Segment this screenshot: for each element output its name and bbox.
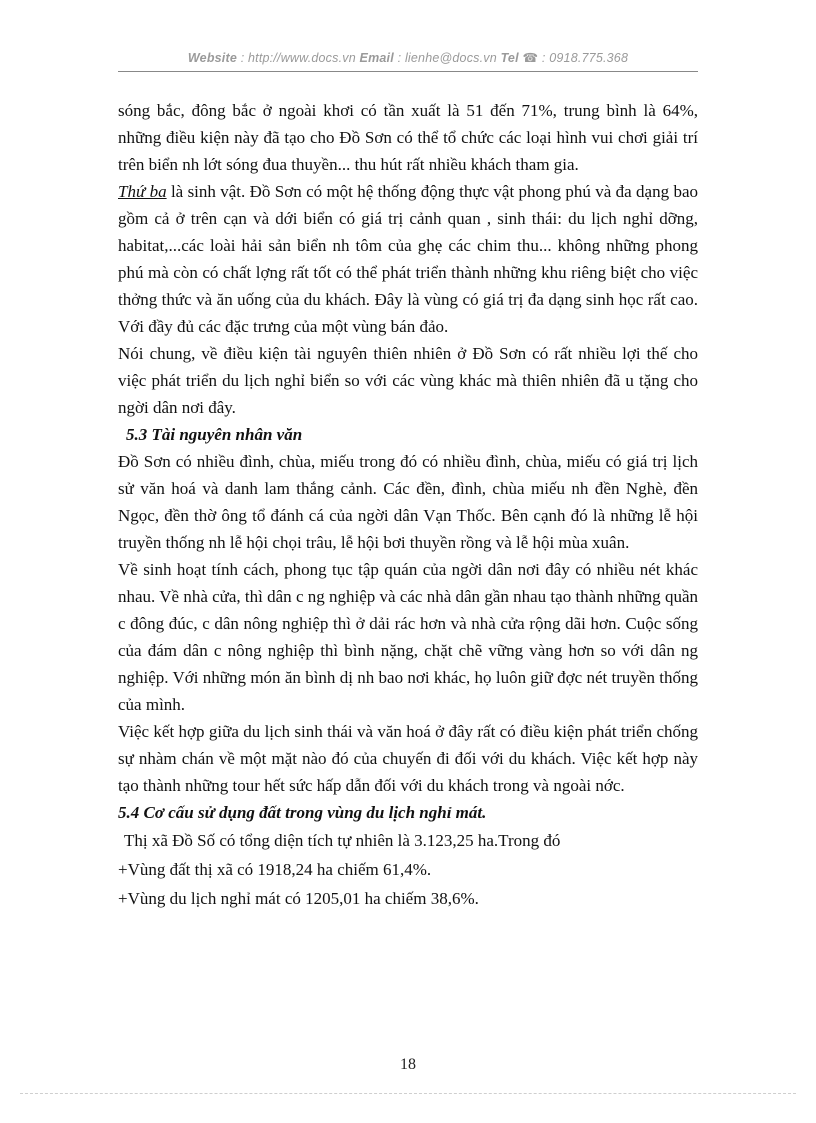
document-body xyxy=(118,97,698,913)
tel-value: ☎ : 0918.775.368 xyxy=(522,51,629,65)
section-heading-5-3: 5.3 Tài nguyên nhân văn xyxy=(126,425,303,444)
header-divider xyxy=(118,71,698,72)
paragraph-summary: Nói chung, về điều kiện tài nguyên thiên nhiên ở Đồ Sơn có rất nhiều lợi thế cho việc phát triển du lịch nghỉ biển so với các vùng khác mà thiên nhiên đã u tặng cho ngời dân nơi đây. xyxy=(118,344,698,417)
paragraph-lead: Thứ ba xyxy=(118,182,167,201)
email-label: Email xyxy=(359,51,394,65)
website-value: : http://www.docs.vn xyxy=(240,51,356,65)
tel-label: Tel xyxy=(500,51,519,65)
paragraph-customs: Về sinh hoạt tính cách, phong tục tập quán của ngời dân nơi đây có nhiều nét khác nhau. Về nhà cửa, thì dân c ng nghiệp và các nhà dân gần nhau tạo thành những quần c đông đúc, c dân nông nghiệp thì ở dải rác hơn và nhà cửa rộng dãi hơn. Cuộc sống của đám dân c nông nghiệp thì bình nặng, chặt chẽ vững vàng hơn so với dân ng nghiệp. Với những món ăn bình dị nh bao nơi khác, họ luôn giữ đợc nét truyền thống của mình. xyxy=(118,560,698,714)
land-area-total: Thị xã Đồ Số có tổng diện tích tự nhiên là 3.123,25 ha.Trong đó xyxy=(124,831,561,850)
paragraph-tourism: Việc kết hợp giữa du lịch sinh thái và văn hoá ở đây rất có điều kiện phát triển chống sự nhàm chán về một mặt nào đó của chuyến đi đối với du khách. Việc kết hợp này tạo thành những tour hết sức hấp dẫn đối với du khách trong và ngoài nớc. xyxy=(118,722,698,795)
land-area-resort: +Vùng du lịch nghỉ mát có 1205,01 ha chiếm 38,6%. xyxy=(118,889,479,908)
section-heading-5-4: 5.4 Cơ cấu sử dụng đất trong vùng du lịch nghỉ mát. xyxy=(118,803,487,822)
paragraph-waves: sóng bắc, đông bắc ở ngoài khơi có tần xuất là 51 đến 71%, trung bình là 64%, những điều kiện này đã tạo cho Đồ Sơn có thể tổ chức các loại hình vui chơi giải trí trên biển nh lớt sóng đua thuyền... thu hút rất nhiều khách tham gia. xyxy=(118,101,698,174)
page-number: 18 xyxy=(400,1056,416,1073)
page-bottom-border xyxy=(20,1093,796,1094)
paragraph-biology-text: là sinh vật. Đồ Sơn có một hệ thống động thực vật phong phú và đa dạng bao gồm cả ở trên cạn và dới biển có giá trị cảnh quan , sinh thái: du lịch nghỉ dỡng, habitat,...các loài hải sản biển nh tôm của ghẹ các chim thu... không những phong phú mà còn có chất lợng rất tốt có thể phát triển thành những khu riêng biệt cho việc thởng thức và ăn uống của du khách. Đây là vùng có giá trị đa dạng sinh học rất cao. Với đầy đủ các đặc trưng của một vùng bán đảo. xyxy=(118,182,698,336)
paragraph-temples: Đồ Sơn có nhiều đình, chùa, miếu trong đó có nhiều đình, chùa, miếu có giá trị lịch sử văn hoá và danh lam thắng cảnh. Các đền, đình, chùa miếu nh đền Nghè, đền Ngọc, đền thờ ông tổ đánh cá của ngời dân Vạn Thốc. Bên cạnh đó là những lễ hội truyền thống nh lễ hội chọi trâu, lễ hội bơi thuyền rồng và lễ hội mùa xuân. xyxy=(118,452,698,552)
email-value: : lienhe@docs.vn xyxy=(397,51,497,65)
paragraph-biology xyxy=(118,178,698,340)
page-header xyxy=(118,50,698,65)
website-label: Website xyxy=(187,51,237,65)
land-area-town: +Vùng đất thị xã có 1918,24 ha chiếm 61,4%. xyxy=(118,860,432,879)
